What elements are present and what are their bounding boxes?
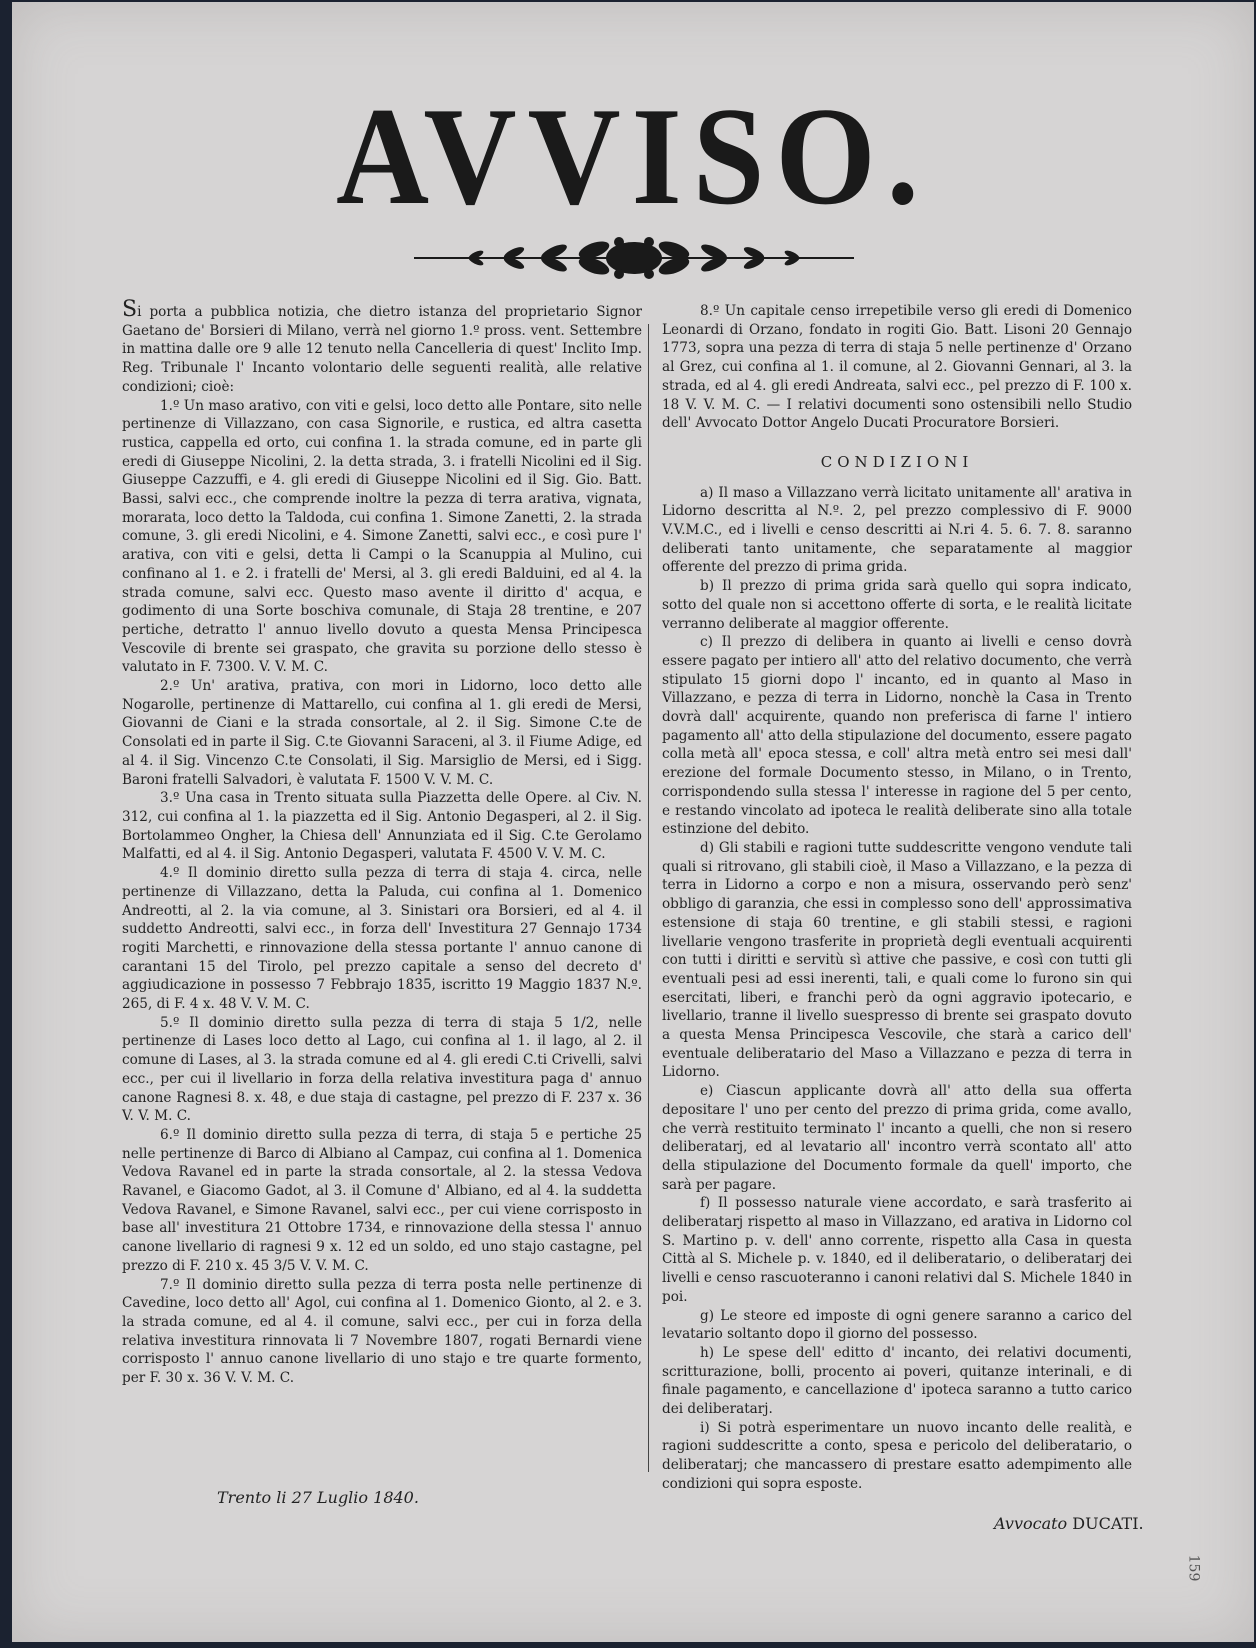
condition-item: d) Gli stabili e ragioni tutte suddescritte vengono vendute tali quali si ritrovano, gli stabili cioè, il Maso a Villazzano, e la pezza di terra in Lidorno a corpo e non a misura, osservando però senz' obbligo di garanzia, che essi in complesso sono dell' approssimativa estensione di staja 60 trentine, e gli stabili stessi, e ragioni livellarie vengono trasferite in proprietà degli eventuali acquirenti con tutti i diritti e servitù sì attive che passive, e così con tutti gli eventuali pesi ad essi inerenti, tali, e quali come lo furono sin qui esercitati, liberi, e franchi però da ogni aggravio ipotecario, e livellario, tranne il livello suespresso di brente sei graspato dovuto a questa Mensa Principesca Vescovile, che starà a carico dell' eventuale deliberatario del Maso a Villazzano e pezza di terra in Lidorno. bbox=[662, 839, 1132, 1081]
archive-mark: 159 bbox=[1185, 1554, 1202, 1582]
condition-item: g) Le steore ed imposte di ogni genere saranno a carico del levatario soltanto dopo il giorno del possesso. bbox=[662, 1307, 1132, 1343]
ornament-divider bbox=[414, 228, 854, 288]
signature-role: Avvocato bbox=[994, 1514, 1068, 1533]
list-item: 2.º Un' arativa, prativa, con mori in Lidorno, loco detto alle Nogarolle, pertinenze di Mattarello, cui confina al 1. gli eredi de Mersi, Giovanni de Ciani e la strada consortale, al 2. il Sig. Simone C.te de Consolati ed in parte il Sig. C.te Giovanni Saraceni, al 3. il Fiume Adige, ed al 4. il Sig. Vincenzo C.te Consolati, il Sig. Marsiglio de Mersi, ed i Sigg. Baroni fratelli Salvadori, è valutata F. 1500 V. V. M. C. bbox=[122, 678, 642, 788]
condition-item: i) Si potrà esperimentare un nuovo incanto delle realità, e ragioni suddescritte a conto, spesa e pericolo del deliberatario, o deliberatarj; che mancassero di prestare esatto adempimento alle condizioni qui sopra esposte. bbox=[662, 1419, 1132, 1492]
signature-name: DUCATI. bbox=[1072, 1514, 1144, 1533]
drop-initial: S bbox=[122, 297, 138, 322]
poster-sheet bbox=[12, 2, 1254, 1642]
condition-item: f) Il possesso naturale viene accordato, e sarà trasferito ai deliberatarj rispetto al maso in Villazzano, ed arativa in Lidorno col S. Martino p. v. dell' anno corrente, rispetto alla Casa in questa Città al S. Michele p. v. 1840, ed il deliberatario, o deliberatarj dei livelli e censo rascuoteranno i canoni relativi dal S. Michele 1840 in poi. bbox=[662, 1195, 1132, 1305]
signature bbox=[994, 1514, 1144, 1533]
list-item: 5.º Il dominio diretto sulla pezza di terra di staja 5 1/2, nelle pertinenze di Lases loco detto al Lago, cui confina al 1. il lago, al 2. il comune di Lases, al 3. la strada comune ed al 4. gli eredi C.ti Crivelli, salvi ecc., per cui il livellario in forza della relativa investitura paga d' annuo canone Ragnesi 8. x. 48, e due staja di castagne, pel prezzo di F. 237 x. 36 V. V. M. C. bbox=[122, 1014, 642, 1125]
condition-item: h) Le spese dell' editto d' incanto, dei relativi documenti, scritturazione, bolli, procento ai poveri, quitanze interinali, e di finale pagamento, e cancellazione d' ipoteca saranno a tutto carico dei deliberatarj. bbox=[662, 1344, 1132, 1418]
list-item: 7.º Il dominio diretto sulla pezza di terra posta nelle pertinenze di Cavedine, loco detto all' Agol, cui confina al 1. Domenico Gionto, al 2. e 3. la strada comune, ed al 4. il comune, salvi ecc., per cui in forza della relativa investitura rinnovata li 7 Novembre 1807, rogati Bernardi viene corrisposto l' annuo canone livellario di uno stajo e tre quarte formento, per F. 30 x. 36 V. V. M. C. bbox=[122, 1276, 642, 1387]
condition-item: c) Il prezzo di delibera in quanto ai livelli e censo dovrà essere pagato per intiero all' atto del relativo documento, che verrà stipulato 15 giorni dopo l' incanto, ed in quanto al Maso in Villazzano, e pezza di terra in Lidorno, nonchè la Casa in Trento dovrà dall' acquirente, quando non preferisca di farne l' intiero pagamento all' atto della stipulazione del documento, essere pagato colla metà all' epoca stessa, e coll' altra metà entro sei mesi dall' erezione del formale Documento stesso, in Milano, o in Trento, corrispondendo sulla stessa l' interesse in ragione del 5 per cento, e restando vincolato ad ipoteca le realità deliberate sino alla totale estinzione del debito. bbox=[662, 634, 1132, 838]
left-column bbox=[122, 297, 642, 1388]
list-item: 8.º Un capitale censo irrepetibile verso gli eredi di Domenico Leonardi di Orzano, fondato in rogiti Gio. Batt. Lisoni 20 Gennajo 1773, sopra una pezza di terra di staja 5 nelle pertinenze d' Orzano al Grez, cui confina al 1. il comune, al 2. Giovanni Gennari, al 3. la strada, ed al 4. gli eredi Andreata, salvi ecc., pel prezzo di F. 100 x. 18 V. V. M. C. — I relativi documenti sono ostensibili nello Studio dell' Avvocato Dottor Angelo Ducati Procuratore Borsieri. bbox=[662, 303, 1132, 432]
condition-item: b) Il prezzo di prima grida sarà quello qui sopra indicato, sotto del quale non si accettono offerte di sorta, e le realità licitate verranno deliberate al maggior offerente. bbox=[662, 578, 1132, 632]
right-column bbox=[662, 302, 1132, 1494]
dateline: Trento li 27 Luglio 1840. bbox=[217, 1488, 419, 1507]
column-divider bbox=[648, 324, 649, 1472]
list-item: 1.º Un maso arativo, con viti e gelsi, loco detto alle Pontare, sito nelle pertinenze di Villazzano, con casa Signorile, e rustica, ed altra casetta rustica, cappella ed orto, cui confina 1. la strada comune, ed in parte gli eredi di Giuseppe Nicolini, 2. la detta strada, 3. i fratelli Nicolini ed il Sig. Giuseppe Cazzuffi, e 4. gli eredi di Giuseppe Nicolini ed il Sig. Gio. Batt. Bassi, salvi ecc., che comprende inoltre la pezza di terra arativa, vignata, morarata, loco detto la Taldoda, cui confina 1. Simone Zanetti, 2. la strada comune, 3. gli eredi Nicolini, e 4. Simone Zanetti, salvi ecc., e così pure l' arativa, con viti e gelsi, detta li Campi o la Scanuppia al Mulino, cui confinano al 1. e 2. i fratelli de' Mersi, al 3. gli eredi Balduini, ed al 4. la strada comune, salvi ecc. Questo maso avente il diritto d' acqua, e godimento di una Sorte boschiva comunale, di Staja 28 trentine, e 207 pertiche, detratto l' annuo livello dovuto a questa Mensa Principesca Vescovile di brente sei graspato, che gravita su porzione dello stesso è valutato in F. 7300. V. V. M. C. bbox=[122, 397, 642, 676]
conditions-heading: CONDIZIONI bbox=[820, 452, 974, 471]
list-item: 4.º Il dominio diretto sulla pezza di terra di staja 4. circa, nelle pertinenze di Villazzano, detta la Paluda, cui confina al 1. Domenico Andreotti, al 2. la via comune, al 3. Sinistari ora Borsieri, ed al 4. il suddetto Andreotti, salvi ecc., in forza dell' Investitura 27 Gennajo 1734 rogiti Marchetti, e rinnovazione della stessa portante l' annuo canone di carantani 15 del Tirolo, pel prezzo capitale a senso del decreto d' aggiudicazione in possesso 7 Febbrajo 1835, iscritto 19 Maggio 1837 N.º. 265, di F. 4 x. 48 V. V. M. C. bbox=[122, 865, 642, 1013]
intro-text: i porta a pubblica notizia, che dietro istanza del proprietario Signor Gaetano de' Borsieri di Milano, verrà nel giorno 1.º pross. vent. Settembre in mattina dalle ore 9 alle 12 tenuto nella Cancelleria di quest' Inclito Imp. Reg. Tribunale l' Incanto volontario delle seguenti realità, alle relative condizioni; cioè: bbox=[122, 304, 642, 395]
intro-paragraph bbox=[122, 297, 642, 397]
condition-item: e) Ciascun applicante dovrà all' atto della sua offerta depositare l' uno per cento del prezzo di prima grida, come avallo, che verrà restituito terminato l' incanto a quelli, che non si resero deliberatarj, ed al levatario all' incontro verrà scontato all' atto della stipulazione del Documento formale da quell' importo, che sarà per pagare. bbox=[662, 1083, 1132, 1193]
list-item: 6.º Il dominio diretto sulla pezza di terra, di staja 5 e pertiche 25 nelle pertinenze di Barco di Albiano al Campaz, cui confina al 1. Domenica Vedova Ravanel ed in parte la strada consortale, al 2. la stessa Vedova Ravanel, e Giacomo Gadot, al 3. il Comune d' Albiano, ed al 4. la suddetta Vedova Ravanel, e Simone Ravanel, salvi ecc., per cui viene corrisposto in base all' investitura 21 Ottobre 1734, e rinnovazione della stessa l' annuo canone livellario di ragnesi 9 x. 12 ed un soldo, ed uno stajo castagne, pel prezzo di F. 210 x. 45 3/5 V. V. M. C. bbox=[122, 1126, 642, 1274]
page-title: AVVISO. bbox=[336, 79, 930, 234]
list-item: 3.º Una casa in Trento situata sulla Piazzetta delle Opere. al Civ. N. 312, cui confina al 1. la piazzetta ed il Sig. Antonio Degasperi, al 2. il Sig. Bortolammeo Ongher, la Chiesa dell' Annunziata ed il Sig. C.te Gerolamo Malfatti, ed al 4. il Sig. Antonio Degasperi, valutata F. 4500 V. V. M. C. bbox=[122, 790, 642, 863]
condition-item: a) Il maso a Villazzano verrà licitato unitamente all' arativa in Lidorno descritta al N.º. 2, pel prezzo complessivo di F. 9000 V.V.M.C., ed i livelli e censo descritti ai N.ri 4. 5. 6. 7. 8. saranno deliberati tanto unitamente, che separatamente al maggior offerente del prezzo di prima grida. bbox=[662, 484, 1132, 576]
